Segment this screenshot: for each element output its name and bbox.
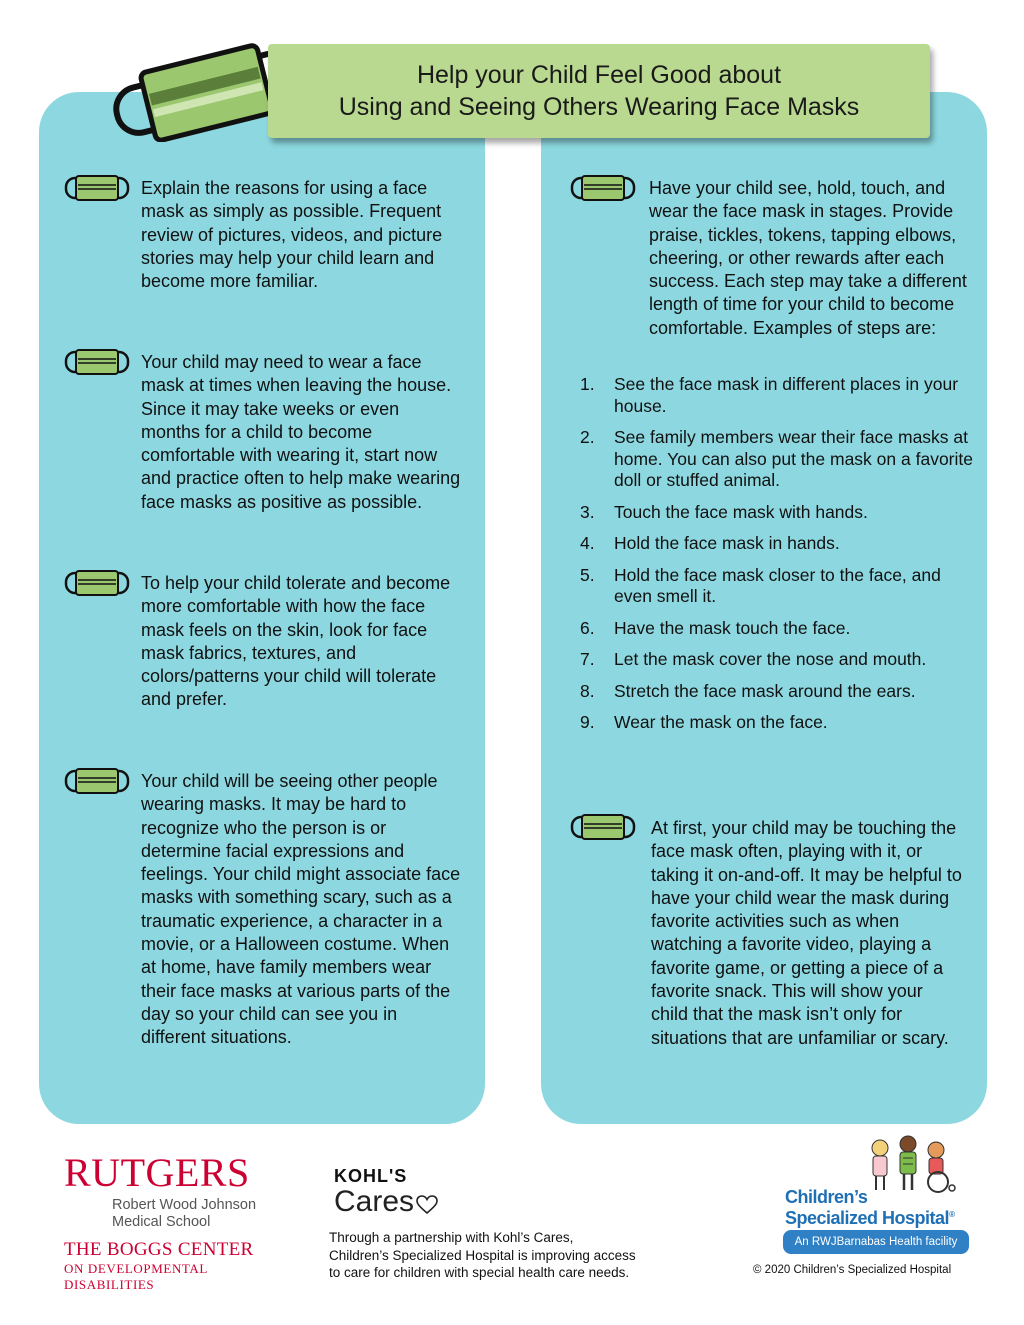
rwjbarnabas-badge: An RWJBarnabas Health facility bbox=[783, 1230, 969, 1254]
left-paragraph-1: Explain the reasons for using a face mask as simply as possible. Frequent review of pictures, videos, and picture stories may help your child learn and become more familiar. bbox=[141, 178, 443, 292]
csh-name-line-2-text: Specialized Hospital bbox=[785, 1208, 950, 1228]
kohls-wordmark: KOHL'S bbox=[334, 1166, 408, 1186]
right-closing-paragraph: At first, your child may be touching the face mask often, playing with it, or taking it on-and-off. It may be helpful to have your child wear the mask during favorite activities such as when watching a favorite video, playing a favorite game, or getting a piece of a favorite snack. This will show your child that the mask isn’t only for situations that are unfamiliar or scary. bbox=[651, 818, 962, 1048]
csh-name-line-2 bbox=[785, 1206, 985, 1227]
mask-bullet-icon bbox=[64, 569, 130, 597]
partnership-text bbox=[329, 1229, 689, 1282]
rutgers-wordmark: RUTGERS bbox=[64, 1150, 250, 1195]
left-paragraph-2: Your child may need to wear a face mask at times when leaving the house. Since it may take weeks or even months for a child to become comfortable with wearing it, start now and practice often to help make wearing face masks as positive as possible. bbox=[141, 352, 461, 512]
partnership-line-2: Children’s Specialized Hospital is improving access bbox=[329, 1247, 636, 1263]
copyright-text: © 2020 Children’s Specialized Hospital bbox=[753, 1264, 952, 1276]
left-paragraph-3: To help your child tolerate and become more comfortable with how the face mask feels on the skin, look for face mask fabrics, textures, and colors/patterns your child will tolerate and prefer. bbox=[141, 573, 451, 710]
title-line-1: Help your Child Feel Good about bbox=[416, 61, 782, 89]
step-text: Hold the face mask closer to the face, and even smell it. bbox=[614, 564, 941, 606]
step-text: See the face mask in different places in your house. bbox=[614, 374, 959, 416]
step-number: 8. bbox=[580, 680, 595, 701]
step-number: 9. bbox=[580, 712, 595, 732]
list-item bbox=[580, 712, 980, 734]
children-illustration-icon bbox=[860, 1134, 960, 1194]
partnership-line-3: to care for children with special health care needs. bbox=[329, 1265, 630, 1280]
step-number: 2. bbox=[580, 427, 595, 447]
csh-name bbox=[785, 1188, 985, 1227]
step-number: 5. bbox=[580, 564, 595, 585]
step-text: See family members wear their face masks at home. You can also put the mask on a favorite doll or stuffed animal. bbox=[614, 427, 973, 490]
step-number: 7. bbox=[580, 649, 595, 669]
step-number: 3. bbox=[580, 501, 595, 522]
list-item bbox=[580, 533, 980, 555]
step-number: 6. bbox=[580, 617, 595, 638]
registered-mark: ® bbox=[949, 1210, 955, 1219]
kohls-cares-logo bbox=[334, 1166, 438, 1218]
mask-bullet-icon bbox=[64, 767, 130, 795]
right-intro-paragraph: Have your child see, hold, touch, and wear the face mask in stages. Provide praise, tickles, tokens, tapping elbows, cheering, or other rewards after each success. Each step may take a different length of time for your child to become comfortable. Examples of steps are: bbox=[649, 178, 967, 338]
step-text: Wear the mask on the face. bbox=[614, 712, 828, 732]
rutgers-logo bbox=[64, 1150, 294, 1293]
list-item bbox=[580, 649, 980, 671]
steps-list bbox=[580, 374, 980, 734]
list-item bbox=[580, 618, 980, 640]
step-text: Let the mask cover the nose and mouth. bbox=[614, 649, 927, 669]
step-number: 1. bbox=[580, 374, 595, 394]
list-item bbox=[580, 374, 980, 417]
mask-bullet-icon bbox=[64, 174, 130, 202]
list-item bbox=[580, 502, 980, 524]
list-item bbox=[580, 681, 980, 703]
partnership-line-1: Through a partnership with Kohl’s Cares, bbox=[329, 1230, 574, 1245]
step-text: Have the mask touch the face. bbox=[614, 617, 851, 638]
title-banner bbox=[268, 44, 930, 138]
mask-bullet-icon bbox=[64, 348, 130, 376]
step-text: Hold the face mask in hands. bbox=[614, 533, 840, 553]
rwj-line-2: Medical School bbox=[112, 1214, 211, 1230]
step-number: 4. bbox=[580, 533, 595, 553]
list-item bbox=[580, 427, 980, 492]
step-text: Touch the face mask with hands. bbox=[614, 501, 868, 522]
mask-bullet-icon bbox=[570, 174, 636, 202]
mask-bullet-icon bbox=[570, 813, 636, 841]
title-line-2: Using and Seeing Others Wearing Face Masks bbox=[338, 93, 860, 121]
rwj-line-1: Robert Wood Johnson bbox=[112, 1197, 257, 1213]
left-paragraph-4: Your child will be seeing other people wearing masks. It may be hard to recognize who the person is or determine facial expressions and feelings. Your child might associate face masks with something scary, such as a traumatic experience, a character in a movie, or a Halloween costume. When at home, have family members wear their face masks at various parts of the day so your child can see you in different situations. bbox=[141, 771, 461, 1048]
list-item bbox=[580, 565, 980, 608]
boggs-center-subtitle: ON DEVELOPMENTAL DISABILITIES bbox=[64, 1261, 208, 1292]
csh-name-line-1: Children’s bbox=[785, 1187, 868, 1207]
heart-icon bbox=[416, 1195, 438, 1215]
cares-wordmark: Cares bbox=[334, 1185, 415, 1218]
step-text: Stretch the face mask around the ears. bbox=[614, 680, 916, 701]
boggs-center-name: THE BOGGS CENTER bbox=[64, 1239, 254, 1260]
